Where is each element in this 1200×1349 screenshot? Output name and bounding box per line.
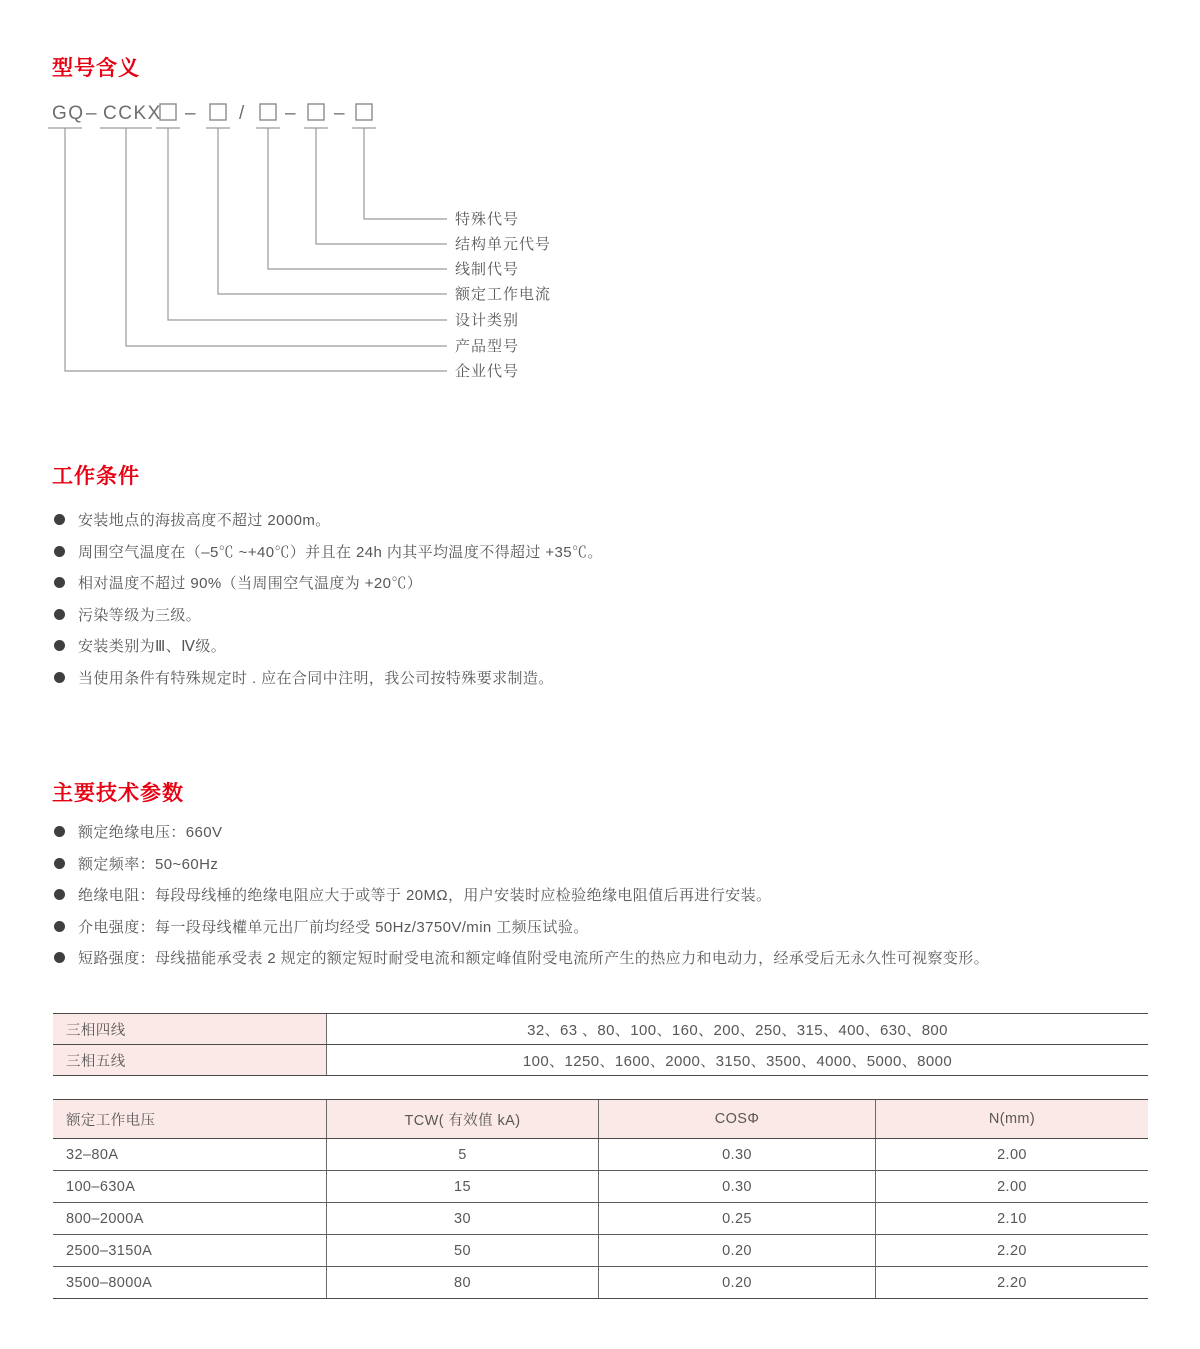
model-label-product-model: 产品型号 xyxy=(455,338,520,355)
table-row xyxy=(53,1235,1148,1267)
bullet-dot-icon xyxy=(54,514,65,525)
bullet-dot-icon xyxy=(54,577,65,588)
model-label-design-class: 设计类别 xyxy=(455,312,520,329)
cell-n: 2.10 xyxy=(997,1210,1027,1227)
condition-text: 相对温度不超过 90%（当周围空气温度为 +20℃） xyxy=(78,575,423,593)
cell-range: 800–2000A xyxy=(53,1203,327,1234)
cell-range: 2500–3150A xyxy=(53,1235,327,1266)
model-product-code: CCKX xyxy=(103,103,162,124)
cell-cos: 0.20 xyxy=(599,1267,876,1298)
table-row xyxy=(53,1267,1148,1298)
model-label-unit-code: 结构单元代号 xyxy=(455,236,552,253)
bullet-dot-icon xyxy=(54,921,65,932)
connector-special-code xyxy=(364,128,447,219)
bullet-dot-icon xyxy=(54,672,65,683)
cell-n: 2.20 xyxy=(997,1242,1027,1259)
condition-text: 污染等级为三级。 xyxy=(78,606,202,624)
parameter-text: 额定频率：50~60Hz xyxy=(78,855,219,873)
bullet-dot-icon xyxy=(54,826,65,837)
parameters-list xyxy=(54,816,989,974)
row-header-three-phase-four-wire: 三相四线 xyxy=(53,1014,327,1044)
condition-text: 当使用条件有特殊规定时 . 应在合同中注明，我公司按特殊要求制造。 xyxy=(78,669,554,687)
list-item xyxy=(54,816,989,848)
table-row xyxy=(53,1139,1148,1171)
header-rated-working-voltage: 额定工作电压 xyxy=(53,1100,327,1138)
model-section-title: 型号含义 xyxy=(52,57,140,80)
list-item xyxy=(54,630,603,662)
model-label-company-code: 企业代号 xyxy=(455,363,520,380)
spec-table xyxy=(53,1099,1148,1299)
model-separator: / xyxy=(239,103,246,124)
header-tcw: TCW( 有效值 kA) xyxy=(327,1100,599,1138)
model-label-wire-code: 线制代号 xyxy=(455,261,520,278)
cell-tcw: 15 xyxy=(327,1171,599,1202)
conditions-list xyxy=(54,504,603,693)
table-row xyxy=(53,1014,1148,1045)
cell-cos: 0.30 xyxy=(599,1139,876,1170)
model-box xyxy=(308,104,324,120)
cell-n: 2.00 xyxy=(997,1146,1027,1163)
condition-text: 周围空气温度在（–5℃ ~+40℃）并且在 24h 内其平均温度不得超过 +35℃。 xyxy=(78,543,603,561)
current-values: 32、63 、80、100、160、200、250、315、400、630、800 xyxy=(527,1021,948,1039)
cell-cos: 0.20 xyxy=(599,1235,876,1266)
parameter-text: 绝缘电阻：每段母线棰的绝缘电阻应大于或等于 20MΩ，用户安装时应检验绝缘电阻值后再进行安装。 xyxy=(78,887,772,905)
table-header-row xyxy=(53,1100,1148,1139)
table-row xyxy=(53,1045,1148,1075)
model-box xyxy=(210,104,226,120)
cell-tcw: 30 xyxy=(327,1203,599,1234)
connector-unit-code xyxy=(316,128,447,244)
current-values: 100、1250、1600、2000、3150、3500、4000、5000、8000 xyxy=(522,1052,953,1070)
list-item xyxy=(54,911,989,943)
cell-cos: 0.30 xyxy=(599,1171,876,1202)
list-item xyxy=(54,942,989,974)
bullet-dot-icon xyxy=(54,546,65,557)
parameter-text: 短路强度：母线描能承受表 2 规定的额定短时耐受电流和额定峰值附受电流所产生的热应力和电动力，经承受后无永久性可视察变形。 xyxy=(78,950,990,968)
list-item xyxy=(54,662,603,694)
conditions-section-title: 工作条件 xyxy=(52,465,140,488)
cell-n: 2.20 xyxy=(997,1274,1027,1291)
list-item xyxy=(54,848,989,880)
cell-range: 32–80A xyxy=(53,1139,327,1170)
model-label-rated-current: 额定工作电流 xyxy=(455,286,552,303)
model-separator: – xyxy=(285,103,298,124)
rated-current-table xyxy=(53,1013,1148,1076)
connector-design-class xyxy=(168,128,447,320)
cell-tcw: 5 xyxy=(327,1139,599,1170)
header-n-mm: N(mm) xyxy=(988,1111,1036,1127)
model-box xyxy=(160,104,176,120)
parameter-text: 额定绝缘电压：660V xyxy=(78,824,223,842)
condition-text: 安装地点的海拔高度不超过 2000m。 xyxy=(78,512,331,530)
bullet-dot-icon xyxy=(54,609,65,620)
condition-text: 安装类别为Ⅲ、Ⅳ级。 xyxy=(78,638,227,656)
cell-range: 100–630A xyxy=(53,1171,327,1202)
connector-wire-code xyxy=(268,128,447,269)
model-company-code: GQ xyxy=(52,103,85,124)
model-box xyxy=(356,104,372,120)
list-item xyxy=(54,504,603,536)
header-cos-phi: COSΦ xyxy=(599,1100,876,1138)
row-header-three-phase-five-wire: 三相五线 xyxy=(53,1045,327,1075)
parameter-text: 介电强度：每一段母线權单元出厂前均经受 50Hz/3750V/min 工频压试验。 xyxy=(78,918,589,936)
model-separator: – xyxy=(334,103,347,124)
parameters-section-title: 主要技术参数 xyxy=(52,782,184,805)
bullet-dot-icon xyxy=(54,952,65,963)
bullet-dot-icon xyxy=(54,640,65,651)
model-dash: – xyxy=(86,103,99,124)
list-item xyxy=(54,879,989,911)
table-row xyxy=(53,1171,1148,1203)
list-item xyxy=(54,599,603,631)
cell-n: 2.00 xyxy=(997,1178,1027,1195)
model-separator: – xyxy=(185,103,198,124)
bullet-dot-icon xyxy=(54,889,65,900)
bullet-dot-icon xyxy=(54,858,65,869)
model-code-diagram xyxy=(40,88,660,388)
table-row xyxy=(53,1203,1148,1235)
cell-tcw: 50 xyxy=(327,1235,599,1266)
cell-range: 3500–8000A xyxy=(53,1267,327,1298)
cell-cos: 0.25 xyxy=(599,1203,876,1234)
model-label-special-code: 特殊代号 xyxy=(455,211,520,228)
connector-product-model xyxy=(126,128,447,346)
list-item xyxy=(54,536,603,568)
list-item xyxy=(54,567,603,599)
connector-company-code xyxy=(65,128,447,371)
model-box xyxy=(260,104,276,120)
cell-tcw: 80 xyxy=(327,1267,599,1298)
